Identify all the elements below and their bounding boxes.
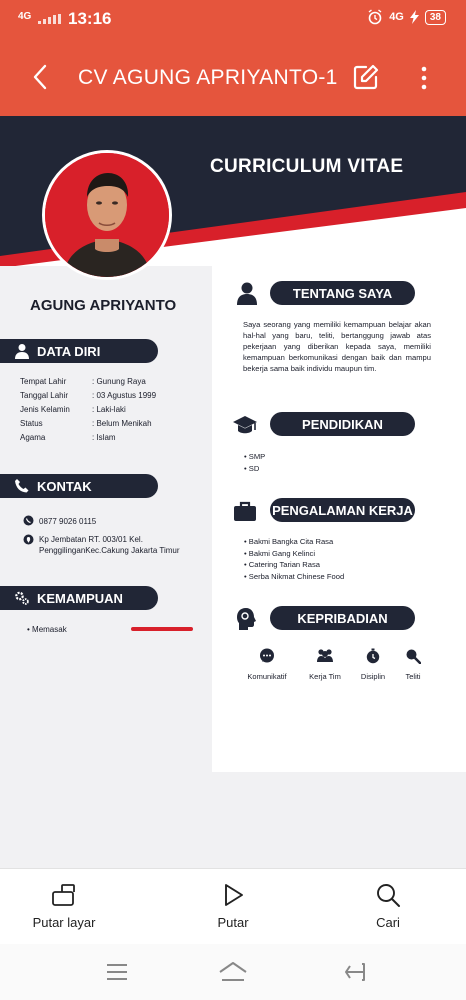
section-title: KONTAK [37,478,92,494]
person-photo-icon [45,153,169,277]
head-brain-icon [234,607,258,631]
list-item: • Bakmi Gang Kelinci [244,548,316,558]
list-item: • Bakmi Bangka Cita Rasa [244,537,334,546]
address-line-1: Kp Jembatan RT. 003/01 Kel. [39,535,143,544]
rotate-screen-icon [50,881,78,909]
section-title: DATA DIRI [37,343,101,359]
back-arrow-icon[interactable] [30,62,52,92]
section-header-kemampuan [0,586,158,610]
list-item: • Serba Nikmat Chinese Food [244,571,345,581]
phone-icon [14,478,30,494]
about-text: Saya seorang yang memiliki kemampuan belajar akan hal-hal yang baru, teliti, bertanggung jawab atas pekerjaan yang diberikan kepada saya, memiliki kemampuan berkomunikasi dengan baik dan mampu bekerja sama baik individu maupun tim. [243,320,431,373]
charging-icon [410,10,419,24]
phone-number: 0877 9026 0115 [39,517,97,526]
network-indicator-right: 4G [389,11,404,23]
signal-icon [38,14,64,24]
search-button[interactable]: Cari [333,881,443,930]
stopwatch-icon [365,648,381,664]
app-bar [0,38,466,116]
person-icon [235,281,259,305]
skill-item: • Memasak [27,625,67,634]
list-item: • Catering Tarian Rasa [244,560,320,569]
section-header-tentang-saya: TENTANG SAYA [270,281,415,305]
address-line-2: PenggilinganKec.Cakung Jakarta Timur [39,546,180,555]
system-navigation-bar [0,944,466,1000]
search-icon [374,881,402,909]
list-item: • SD [244,463,260,473]
document-title: CV AGUNG APRIYANTO-1 [78,66,338,89]
skill-level-bar [131,627,193,631]
trait-teliti: Teliti [383,648,443,681]
team-icon [316,648,334,664]
alarm-icon [367,9,383,25]
status-icons [367,9,446,25]
education-list [244,451,265,474]
more-options-icon[interactable] [416,64,432,92]
section-header-data-diri [0,339,158,363]
gears-icon [14,590,30,606]
location-icon [23,534,34,545]
user-icon [14,343,30,359]
edit-icon[interactable] [353,64,379,90]
section-header-kontak [0,474,158,498]
trait-disiplin: Disiplin [343,648,403,681]
menu-icon[interactable] [105,962,129,982]
trait-kerja-tim: Kerja Tim [295,648,355,681]
briefcase-icon [233,499,257,523]
back-nav-icon[interactable] [342,961,368,983]
clock: 13:16 [68,9,112,28]
profile-photo [42,150,172,280]
home-icon[interactable] [217,960,249,982]
play-icon [219,881,247,909]
section-header-pengalaman-kerja: PENGALAMAN KERJA [270,498,415,522]
section-header-pendidikan: PENDIDIKAN [270,412,415,436]
trait-komunikatif: Komunikatif [237,648,297,681]
section-title: KEMAMPUAN [37,590,123,606]
chat-bubble-icon [259,648,275,664]
bottom-action-bar [0,868,466,945]
battery-icon: 38 [425,10,446,25]
rotate-screen-button[interactable]: Putar layar [9,881,119,930]
network-indicator: 4G [18,11,32,22]
status-bar [0,0,466,38]
full-name: AGUNG APRIYANTO [30,297,177,314]
whatsapp-icon [23,515,34,526]
cv-heading: CURRICULUM VITAE [210,156,404,177]
list-item: • SMP [244,452,266,461]
magnifier-icon [405,648,421,664]
section-header-kepribadian: KEPRIBADIAN [270,606,415,630]
experience-list [244,536,344,582]
play-button[interactable]: Putar [178,881,288,930]
graduation-cap-icon [233,413,257,437]
